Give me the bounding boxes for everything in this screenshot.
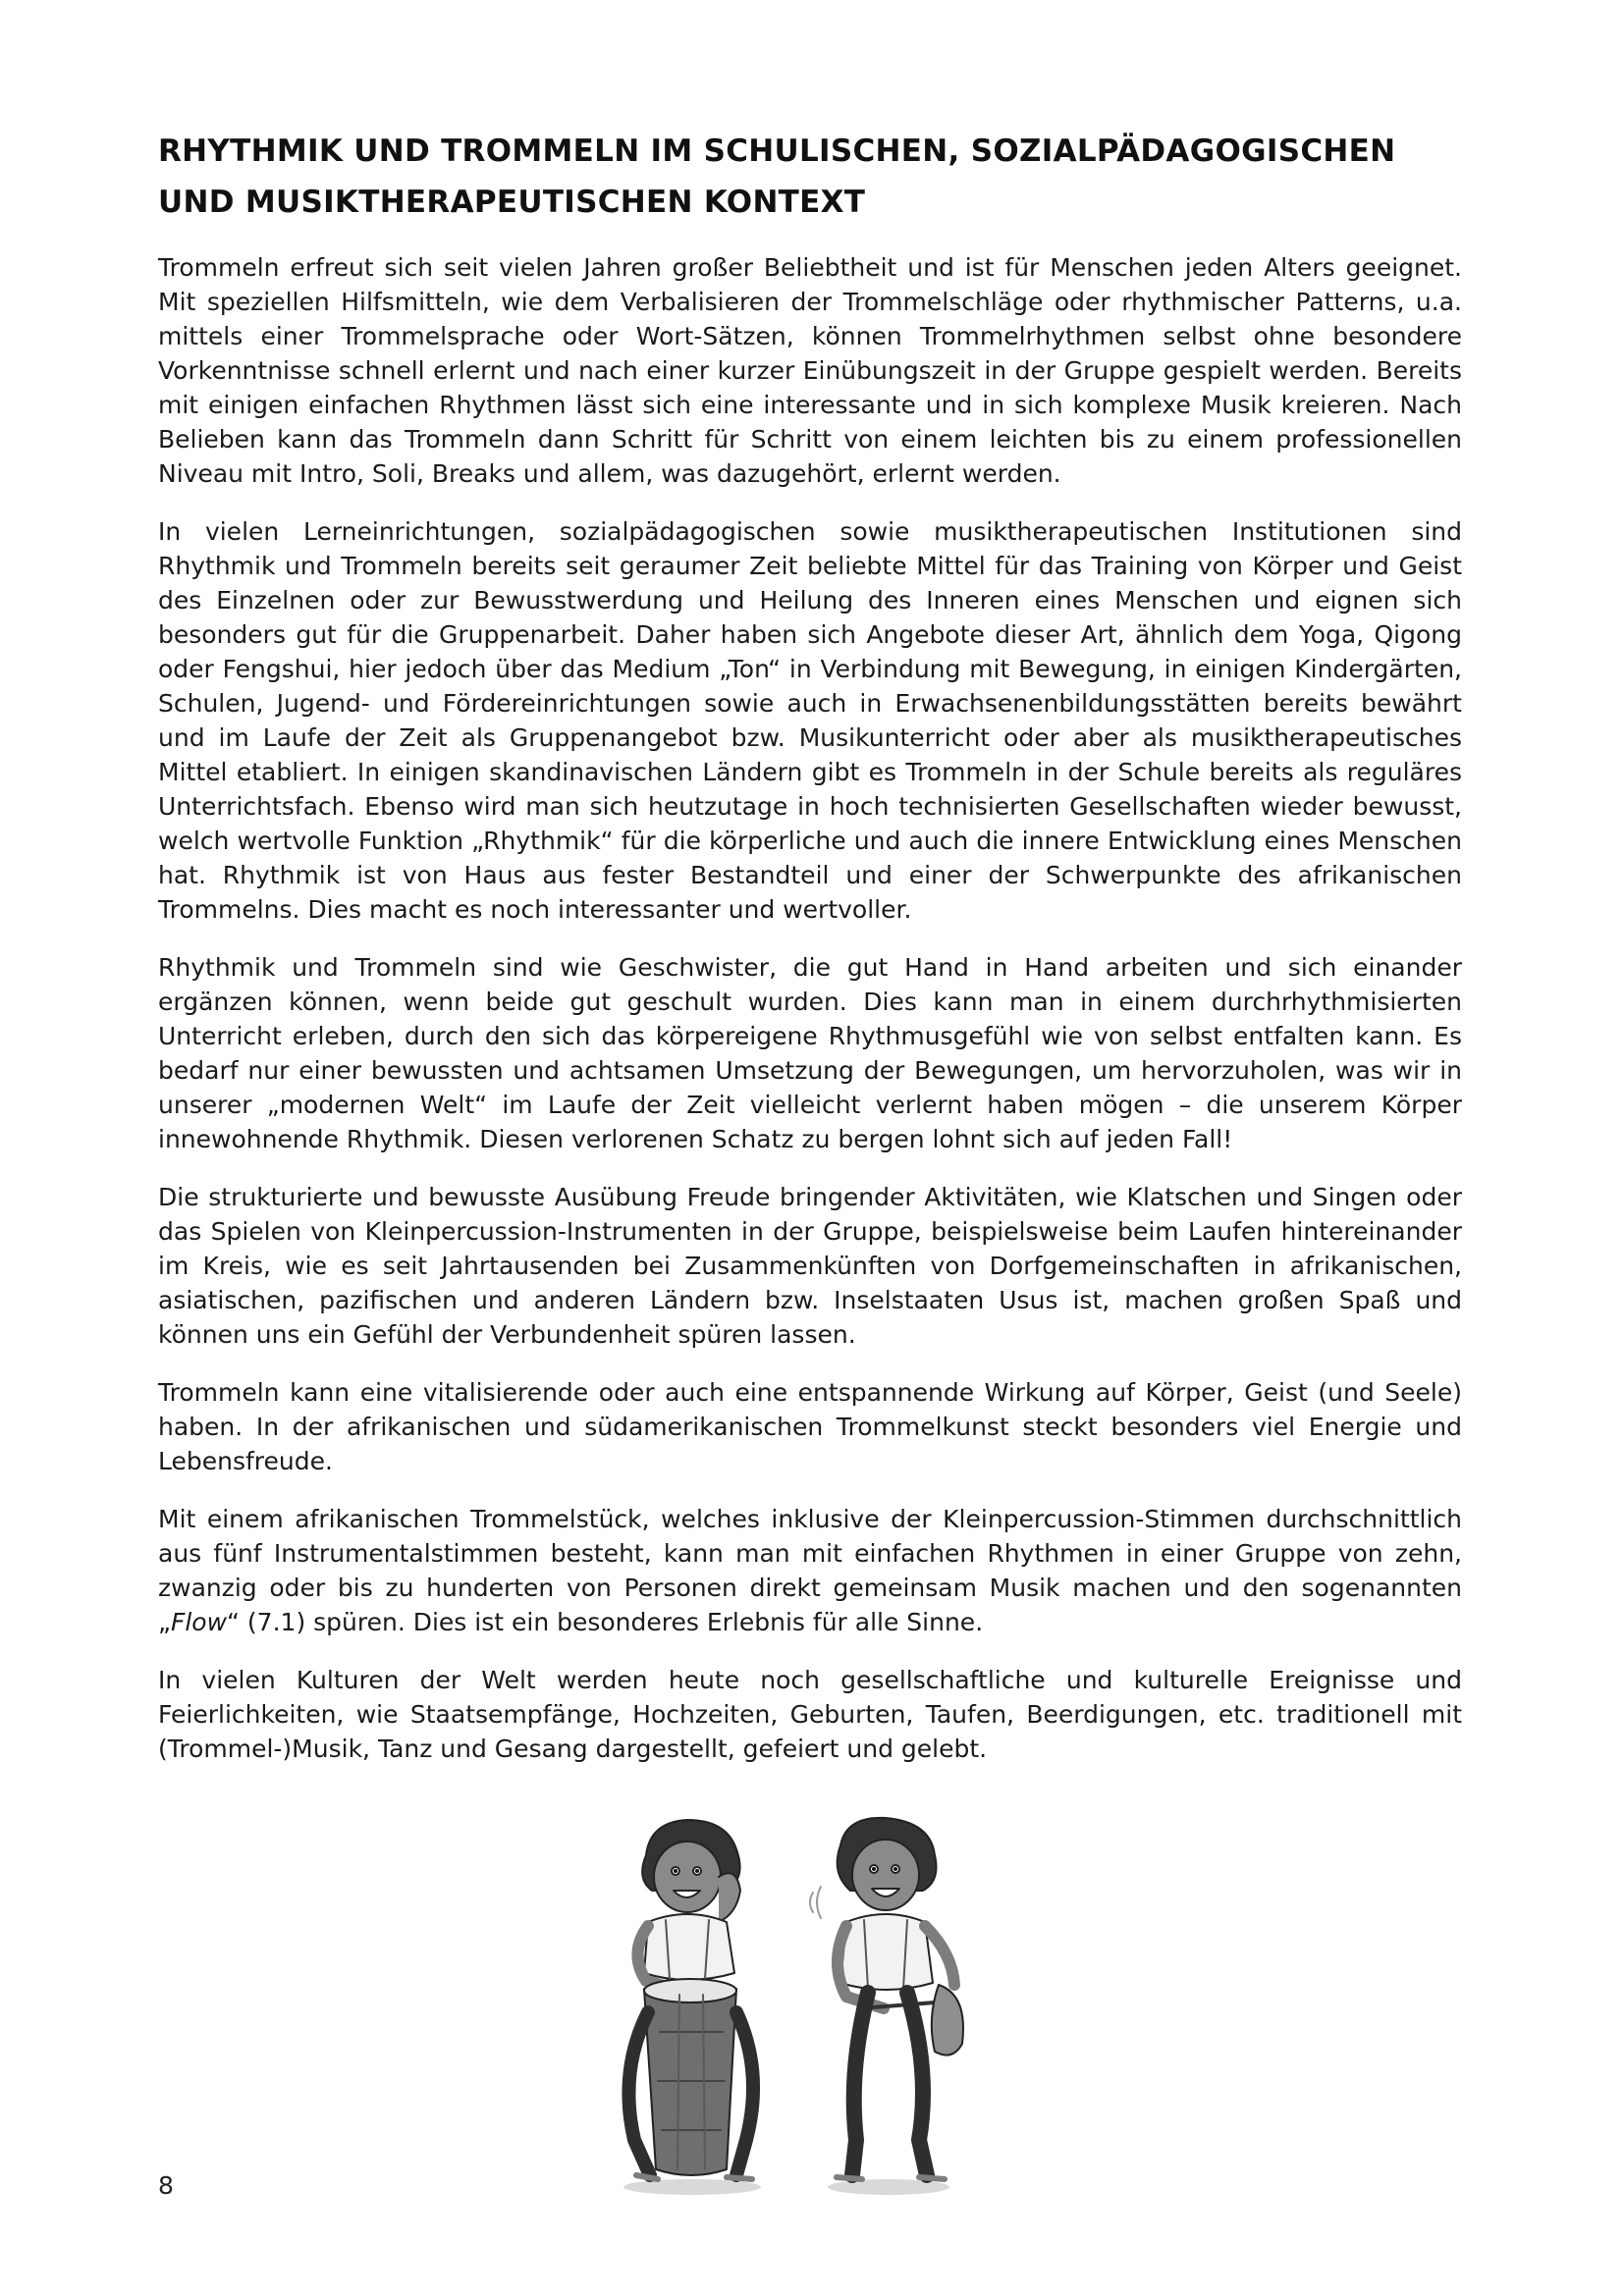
flow-text-before: Mit einem afrikanischen Trommelstück, welches inklusive der Kleinpercussion-Stimmen durchschnittlich aus fünf Instrumentalstimmen besteht, kann man mit einfachen Rhythmen in einer Gruppe von zehn, zwanzig oder bis zu hunderten von Personen direkt gemeinsam Musik machen und den sogenannten „ (158, 1505, 1462, 1636)
paragraph: In vielen Lerneinrichtungen, sozialpädagogischen sowie musiktherapeutischen Institutionen sind Rhythmik und Trommeln bereits seit geraumer Zeit beliebte Mittel für das Training von Körper und Geist des Einzelnen oder zur Bewusstwerdung und Heilung des Inneren eines Menschen und eignen sich besonders gut für die Gruppenarbeit. Daher haben sich Angebote dieser Art, ähnlich dem Yoga, Qigong oder Fengshui, hier jedoch über das Medium „Ton“ in Verbindung mit Bewegung, in einigen Kindergärten, Schulen, Jugend- und Fördereinrichtungen sowie auch in Erwachsenenbildungsstätten bereits bewährt und im Laufe der Zeit als Gruppenangebot bzw. Musikunterricht oder aber als musiktherapeutisches Mittel etabliert. In einigen skandinavischen Ländern gibt es Trommeln in der Schule bereits als reguläres Unterrichtsfach. Ebenso wird man sich heutzutage in hoch technisierten Gesellschaften wieder bewusst, welch wertvolle Funktion „Rhythmik“ für die körperliche und auch die innere Entwicklung eines Menschen hat. Rhythmik ist von Haus aus fester Bestandteil und einer der Schwerpunkte des afrikanischen Trommelns. Dies macht es noch interessanter und wertvoller. (158, 517, 1462, 924)
body-text (158, 250, 1462, 1789)
flow-text-after: “ (7.1) spüren. Dies ist ein besonderes Erlebnis für alle Sinne. (227, 1608, 984, 1636)
flow-term: Flow (170, 1608, 228, 1636)
page-number: 8 (158, 2171, 174, 2200)
shaker-player-figure (810, 1818, 963, 2195)
page-title: RHYTHMIK UND TROMMELN IM SCHULISCHEN, SOZIALPÄDAGOGISCHEN UND MUSIKTHERAPEUTISCHEN KONTEXT (158, 133, 1396, 220)
paragraph: Rhythmik und Trommeln sind wie Geschwister, die gut Hand in Hand arbeiten und sich einander ergänzen können, wenn beide gut geschult wurden. Dies kann man in einem durchrhythmisierten Unterricht erleben, durch den sich das körpereigene Rhythmusgefühl wie von selbst entfalten kann. Es bedarf nur einer bewussten und achtsamen Umsetzung der Bewegungen, um hervorzuholen, was wir in unserer „modernen Welt“ im Laufe der Zeit vielleicht verlernt haben mögen – die unserem Körper innewohnende Rhythmik. Diesen verlorenen Schatz zu bergen lohnt sich auf jeden Fall! (158, 953, 1462, 1153)
paragraph-flow (158, 1502, 1462, 1639)
drummer-figure (623, 1820, 761, 2195)
paragraph: Trommeln erfreut sich seit vielen Jahren großer Beliebtheit und ist für Menschen jeden Alters geeignet. Mit speziellen Hilfsmitteln, wie dem Verbalisieren der Trommelschläge oder rhythmischer Patterns, u.a. mittels einer Trommelsprache oder Wort-Sätzen, können Trommelrhythmen selbst ohne besondere Vorkenntnisse schnell erlernt und nach einer kurzer Einübungszeit in der Gruppe gespielt werden. Bereits mit einigen einfachen Rhythmen lässt sich eine interessante und in sich komplexe Musik kreieren. Nach Belieben kann das Trommeln dann Schritt für Schritt von einem leichten bis zu einem professionellen Niveau mit Intro, Soli, Breaks und allem, was dazugehört, erlernt werden. (158, 253, 1462, 488)
paragraph: Die strukturierte und bewusste Ausübung Freude bringender Aktivitäten, wie Klatschen und Singen oder das Spielen von Kleinpercussion-Instrumenten in der Gruppe, beispielsweise beim Laufen hintereinander im Kreis, wie es seit Jahrtausenden bei Zusammenkünften von Dorfgemeinschaften in afrikanischen, asiatischen, pazifischen und anderen Ländern bzw. Inselstaaten Usus ist, machen großen Spaß und können uns ein Gefühl der Verbundenheit spüren lassen. (158, 1183, 1462, 1349)
paragraph: In vielen Kulturen der Welt werden heute noch gesellschaftliche und kulturelle Ereignisse und Feierlichkeiten, wie Staatsempfänge, Hochzeiten, Geburten, Taufen, Beerdigungen, etc. traditionell mit (Trommel-)Musik, Tanz und Gesang dargestellt, gefeiert und gelebt. (158, 1666, 1462, 1763)
paragraph: Trommeln kann eine vitalisierende oder auch eine entspannende Wirkung auf Körper, Geist (und Seele) haben. In der afrikanischen und südamerikanischen Trommelkunst steckt besonders viel Energie und Lebensfreude. (158, 1378, 1462, 1475)
drummer-children-illustration (589, 1816, 1001, 2199)
